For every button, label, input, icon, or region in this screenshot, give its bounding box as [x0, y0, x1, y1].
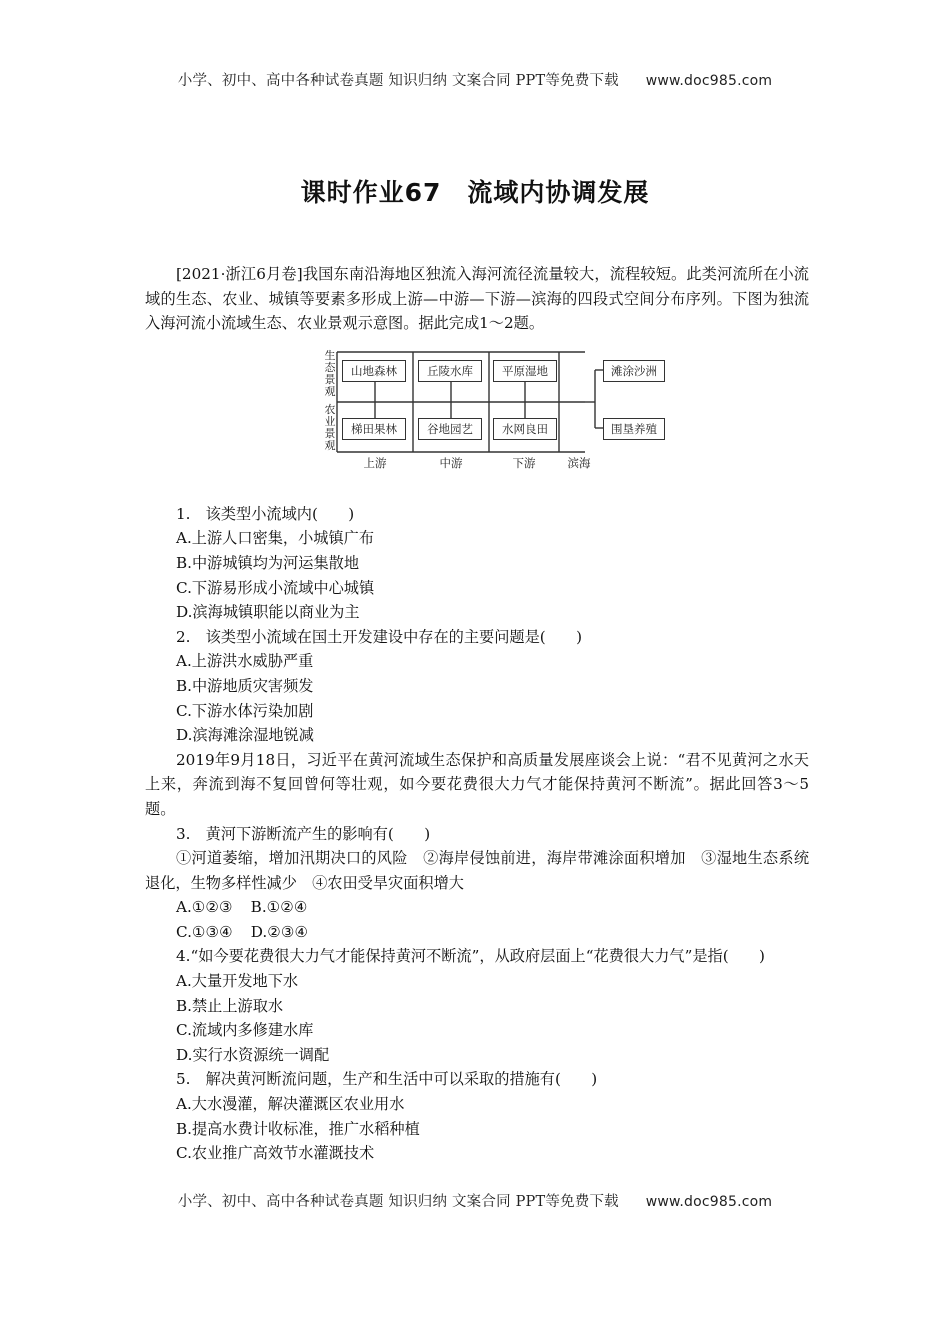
page-header: [0, 69, 950, 90]
q3-option-a: A.①②③: [176, 898, 233, 917]
q1-option-c: C.下游易形成小流域中心城镇: [176, 578, 375, 597]
q5-stem: 5. 解决黄河断流问题，生产和生活中可以采取的措施有( ): [176, 1070, 598, 1089]
q1-option-a: A.上游人口密集，小城镇广布: [176, 529, 375, 548]
document-body: [145, 262, 809, 1166]
q3-statements: ①河道萎缩，增加汛期决口的风险 ②海岸侵蚀前进，海岸带滩涂面积增加 ③湿地生态系统退化，生物多样性减少 ④农田受旱灾面积增大: [145, 849, 809, 892]
q4-option-b: B.禁止上游取水: [176, 996, 284, 1015]
q2-option-c: C.下游水体污染加剧: [176, 701, 314, 720]
segment-midstream: 中游: [439, 455, 463, 470]
q5-option-a: A.大水漫灌，解决灌溉区农业用水: [176, 1095, 405, 1114]
q2-option-d: D.滨海滩涂湿地锐减: [176, 726, 314, 745]
segment-downstream: 下游: [512, 455, 536, 470]
header-url[interactable]: www.doc985.com: [645, 73, 773, 89]
q1-option-b: B.中游城镇均为河运集散地: [176, 553, 360, 572]
eco-box-mountain-forest: 山地森林: [342, 360, 406, 382]
coast-box-tidal-flat: 滩涂沙洲: [603, 360, 665, 382]
q3-option-b: B.①②④: [250, 898, 308, 917]
q3-option-d: D.②③④: [250, 922, 309, 941]
q1-option-d: D.滨海城镇职能以商业为主: [176, 603, 360, 622]
q4-option-c: C.流域内多修建水库: [176, 1021, 314, 1040]
agri-box-valley-horticulture: 谷地园艺: [418, 418, 482, 440]
page-title: 课时作业67 流域内协调发展: [300, 178, 650, 207]
agri-box-terrace-orchard: 梯田果林: [342, 418, 406, 440]
intro-paragraph-1: [2021·浙江6月卷]我国东南沿海地区独流入海河流径流量较大，流程较短。此类河流所在小流域的生态、农业、城镇等要素多形成上游—中游—下游—滨海的四段式空间分布序列。下图为独流入海河流小流域生态、农业景观示意图。据此完成1～2题。: [145, 265, 809, 333]
q3-options-row-1: [145, 895, 809, 920]
page-footer: [0, 1190, 950, 1211]
q3-options-row-2: [145, 920, 809, 945]
header-text: 小学、初中、高中各种试卷真题 知识归纳 文案合同 PPT等免费下载: [177, 73, 619, 89]
q4-option-d: D.实行水资源统一调配: [176, 1045, 330, 1064]
q1-stem: 1. 该类型小流域内( ): [176, 504, 355, 523]
q2-stem: 2. 该类型小流域在国土开发建设中存在的主要问题是( ): [176, 627, 583, 646]
footer-text: 小学、初中、高中各种试卷真题 知识归纳 文案合同 PPT等免费下载: [177, 1194, 619, 1210]
q3-stem: 3. 黄河下游断流产生的影响有( ): [176, 824, 431, 843]
q3-option-c: C.①③④: [176, 922, 233, 941]
coast-box-reclamation-aquaculture: 围垦养殖: [603, 418, 665, 440]
q2-option-b: B.中游地质灾害频发: [176, 676, 314, 695]
intro-paragraph-2: 2019年9月18日，习近平在黄河流域生态保护和高质量发展座谈会上说：“君不见黄河之水天上来，奔流到海不复回曾何等壮观，如今要花费很大力气才能保持黄河不断流”。据此回答3～5题。: [145, 750, 809, 818]
q4-option-a: A.大量开发地下水: [176, 972, 299, 991]
agri-box-paddy-field: 水网良田: [493, 418, 557, 440]
q4-stem: 4.“如今要花费很大力气才能保持黄河不断流”，从政府层面上“花费很大力气”是指( ): [176, 947, 765, 966]
eco-box-hill-reservoir: 丘陵水库: [418, 360, 482, 382]
landscape-diagram: [145, 346, 809, 468]
segment-upstream: 上游: [363, 455, 387, 470]
eco-landscape-label: 生态景观: [324, 348, 336, 398]
q2-option-a: A.上游洪水威胁严重: [176, 652, 314, 671]
q5-option-c: C.农业推广高效节水灌溉技术: [176, 1144, 375, 1163]
segment-coast: 滨海: [567, 455, 591, 470]
footer-url[interactable]: www.doc985.com: [645, 1194, 773, 1210]
agri-landscape-label: 农业景观: [324, 402, 336, 452]
q5-option-b: B.提高水费计收标准，推广水稻种植: [176, 1119, 420, 1138]
eco-box-plain-wetland: 平原湿地: [493, 360, 557, 382]
